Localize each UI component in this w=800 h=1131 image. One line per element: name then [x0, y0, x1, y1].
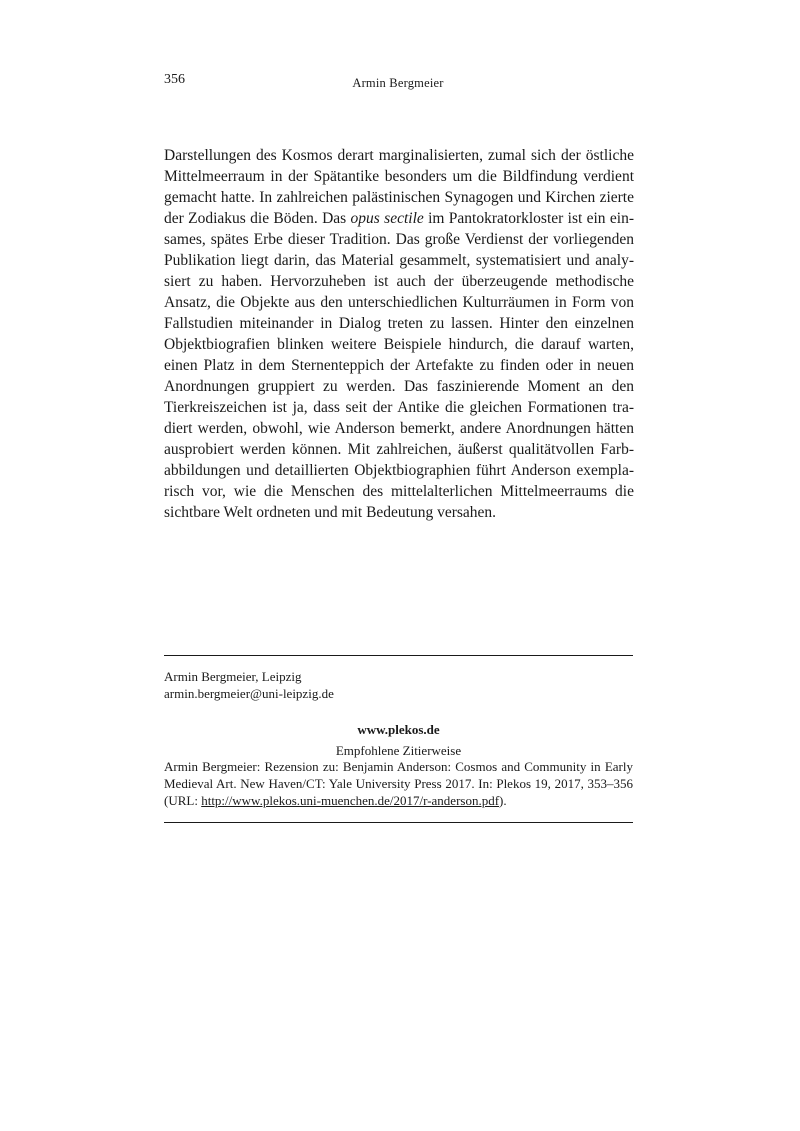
footer-divider-top [164, 655, 633, 656]
body-line: Tierkreiszeichen ist ja, dass seit der Antike die gleichen Formationen tra- [164, 399, 634, 416]
author-block [164, 668, 633, 702]
citation-url-link[interactable]: http://www.plekos.uni-muenchen.de/2017/r-anderson.pdf [201, 793, 500, 808]
body-line: gemacht hatte. In zahlreichen palästinischen Synagogen und Kirchen zierte [164, 189, 634, 206]
italic-term: opus sectile [350, 210, 424, 227]
body-line: Publikation liegt darin, das Material gesammelt, systematisiert und analy- [164, 252, 634, 269]
citation-block [164, 758, 633, 809]
body-line: sichtbare Welt ordneten und mit Bedeutung versahen. [164, 504, 497, 521]
body-line: abbildungen und detaillierten Objektbiographien führt Anderson exempla- [164, 462, 634, 479]
body-line: Mittelmeerraum in der Spätantike besonders um die Bildfindung verdient [164, 168, 634, 185]
footer-divider-bottom [164, 822, 633, 823]
citation-line: Medieval Art. New Haven/CT: Yale University Press 2017. In: Plekos 19, 2017, 353–356 [164, 776, 633, 791]
citation-heading: Empfohlene Zitierweise [335, 743, 462, 758]
body-paragraph [164, 145, 634, 523]
body-line: ausprobiert werden können. Mit zahlreichen, äußerst qualitätvollen Farb- [164, 441, 634, 458]
body-text-segment: der Zodiakus die Böden. Das [164, 210, 351, 227]
body-line: Anordnungen gruppiert zu werden. Das faszinierende Moment an den [164, 378, 634, 395]
body-line: Objektbiografien blinken weitere Beispiele hindurch, die darauf warten, [164, 336, 634, 353]
body-line: sames, spätes Erbe dieser Tradition. Das große Verdienst der vorliegenden [164, 231, 634, 248]
body-line: Darstellungen des Kosmos derart marginalisierten, zumal sich der östliche [164, 147, 634, 164]
running-header [164, 72, 632, 92]
citation-url-suffix: ). [499, 793, 507, 808]
citation-url-prefix: (URL: [164, 793, 202, 808]
body-line: risch vor, wie die Menschen des mittelalterlichen Mittelmeerraums die [164, 483, 634, 500]
page-number: 356 [164, 72, 185, 87]
author-name-place: Armin Bergmeier, Leipzig [164, 669, 302, 684]
body-line: siert zu haben. Hervorzuheben ist auch der überzeugende methodische [164, 273, 634, 290]
citation-line: Armin Bergmeier: Rezension zu: Benjamin Anderson: Cosmos and Community in Early [164, 759, 633, 774]
body-line: einen Platz in dem Sternenteppich der Artefakte zu finden oder in neuen [164, 357, 634, 374]
body-line: Ansatz, die Objekte aus den unterschiedlichen Kulturräumen in Form von [164, 294, 634, 311]
body-text-segment: im Pantokratorkloster ist ein ein- [423, 210, 634, 227]
body-line [164, 208, 634, 229]
body-line: Fallstudien miteinander in Dialog treten zu lassen. Hinter den einzelnen [164, 315, 634, 332]
author-email: armin.bergmeier@uni-leipzig.de [164, 686, 334, 701]
website-label: www.plekos.de [357, 722, 440, 737]
running-title: Armin Bergmeier [352, 76, 444, 90]
citation-line [164, 792, 633, 809]
body-line: diert werden, obwohl, wie Anderson bemerkt, andere Anordnungen hätten [164, 420, 634, 437]
